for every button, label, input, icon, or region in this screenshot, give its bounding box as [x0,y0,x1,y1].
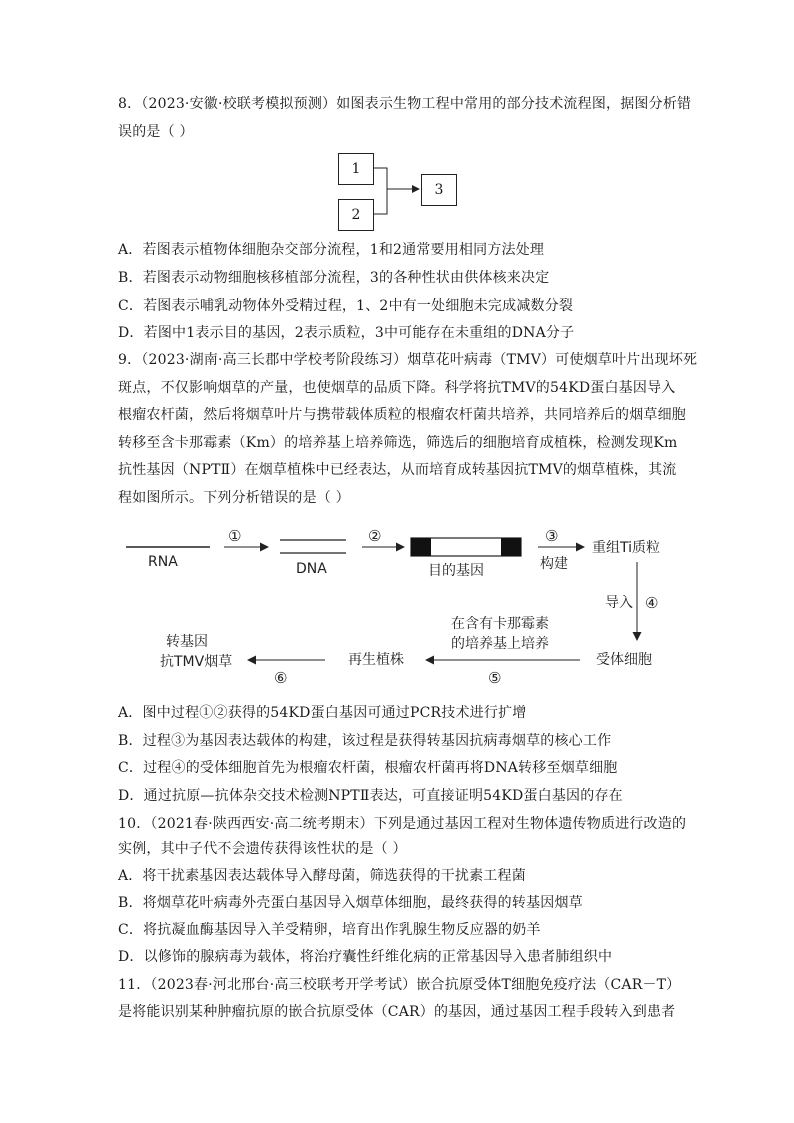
q10-option-d: D．以修饰的腺病毒为载体，将治疗囊性纤维化病的正常基因导入患者肺组织中 [118,949,613,965]
q8-option-b: B．若图表示动物细胞核移植部分流程，3的各种性状由供体核来决定 [118,270,550,286]
construct-label: 构建 [540,556,568,572]
q9-stem-line4: 转移至含卡那霉素（Km）的培养基上培养筛选，筛选后的细胞培育成植株，检测发现Km [118,435,678,451]
q9-stem-line5: 抗性基因（NPTⅡ）在烟草植株中已经表达，从而培育成转基因抗TMV的烟草植株，其流 [118,462,677,478]
recombinant-plasmid-label: 重组Ti质粒 [592,540,661,556]
q8-box-3: 3 [421,174,457,206]
q8-option-d: D．若图中1表示目的基因，2表示质粒，3中可能存在未重组的DNA分子 [118,325,575,341]
q10-stem-line1: 10．（2021春·陕西西安·高二统考期末）下列是通过基因工程对生物体遗传物质进行改造的 [118,816,687,832]
q8-stem-line1: 8．（2023·安徽·校联考模拟预测）如图表示生物工程中常用的部分技术流程图，据图分析错 [118,96,692,112]
q9-option-c: C．过程④的受体细胞首先为根瘤农杆菌，根瘤农杆菌再将DNA转移至烟草细胞 [118,760,618,776]
q9-option-a: A．图中过程①②获得的54KD蛋白基因可通过PCR技术进行扩增 [118,705,527,721]
step-5-label: ⑤ [488,669,502,687]
import-label: 导入 [605,595,633,611]
step-1-label: ① [228,527,242,545]
q10-stem-line2: 实例，其中子代不会遗传获得该性状的是（ ） [118,841,407,857]
q10-option-b: B．将烟草花叶病毒外壳蛋白基因导入烟草体细胞，最终获得的转基因烟草 [118,895,583,911]
q10-option-c: C．将抗凝血酶基因导入羊受精卵，培育出作乳腺生物反应器的奶羊 [118,922,541,938]
q9-stem-line6: 程如图所示。下列分析错误的是（ ） [118,490,350,506]
q8-stem-line2: 误的是（ ） [118,124,194,140]
transgenic-label-line2: 抗TMV烟草 [160,654,233,670]
q11-stem-line2: 是将能识别某种肿瘤抗原的嵌合抗原受体（CAR）的基因，通过基因工程手段转入到患者 [118,1004,676,1020]
step-6-label: ⑥ [274,669,288,687]
step-2-label: ② [368,527,382,545]
q9-option-b: B．过程③为基因表达载体的构建，该过程是获得转基因抗病毒烟草的核心工作 [118,733,612,749]
q9-stem-line2: 斑点，不仅影响烟草的产量，也使烟草的品质下降。科学将抗TMV的54KD蛋白基因导入 [118,380,676,396]
q9-option-d: D．通过抗原—抗体杂交技术检测NPTⅡ表达，可直接证明54KD蛋白基因的存在 [118,788,623,804]
q9-stem-line3: 根瘤农杆菌，然后将烟草叶片与携带载体质粒的根瘤农杆菌共培养，共同培养后的烟草细胞 [118,407,686,423]
target-gene-right-end [501,538,521,556]
q8-box-1: 1 [338,153,374,185]
q8-option-a: A．若图表示植物体细胞杂交部分流程，1和2通常要用相同方法处理 [118,242,545,258]
transgenic-label-line1: 转基因 [166,634,208,650]
q8-box-2: 2 [338,199,374,231]
recipient-cell-label: 受体细胞 [596,652,652,668]
dna-label: DNA [296,561,327,577]
target-gene-label: 目的基因 [428,563,484,579]
regenerated-plant-label: 再生植株 [348,652,404,668]
target-gene-left-end [411,538,431,556]
q8-option-c: C．若图表示哺乳动物体外受精过程，1、2中有一处细胞未完成减数分裂 [118,298,574,314]
q10-option-a: A．将干扰素基因表达载体导入酵母菌，筛选获得的干扰素工程菌 [118,868,526,884]
medium-label-line1: 在含有卡那霉素 [451,616,549,632]
step-3-label: ③ [545,527,559,545]
medium-label-line2: 的培养基上培养 [451,636,549,652]
step-4-label: ④ [645,594,659,612]
q11-stem-line1: 11．（2023春·河北邢台·高三校联考开学考试）嵌合抗原受体T细胞免疫疗法（CAR－T） [118,977,681,993]
q9-stem-line1: 9．（2023·湖南·高三长郡中学校考阶段练习）烟草花叶病毒（TMV）可使烟草叶片出现坏死 [118,352,698,368]
rna-label: RNA [148,554,178,570]
